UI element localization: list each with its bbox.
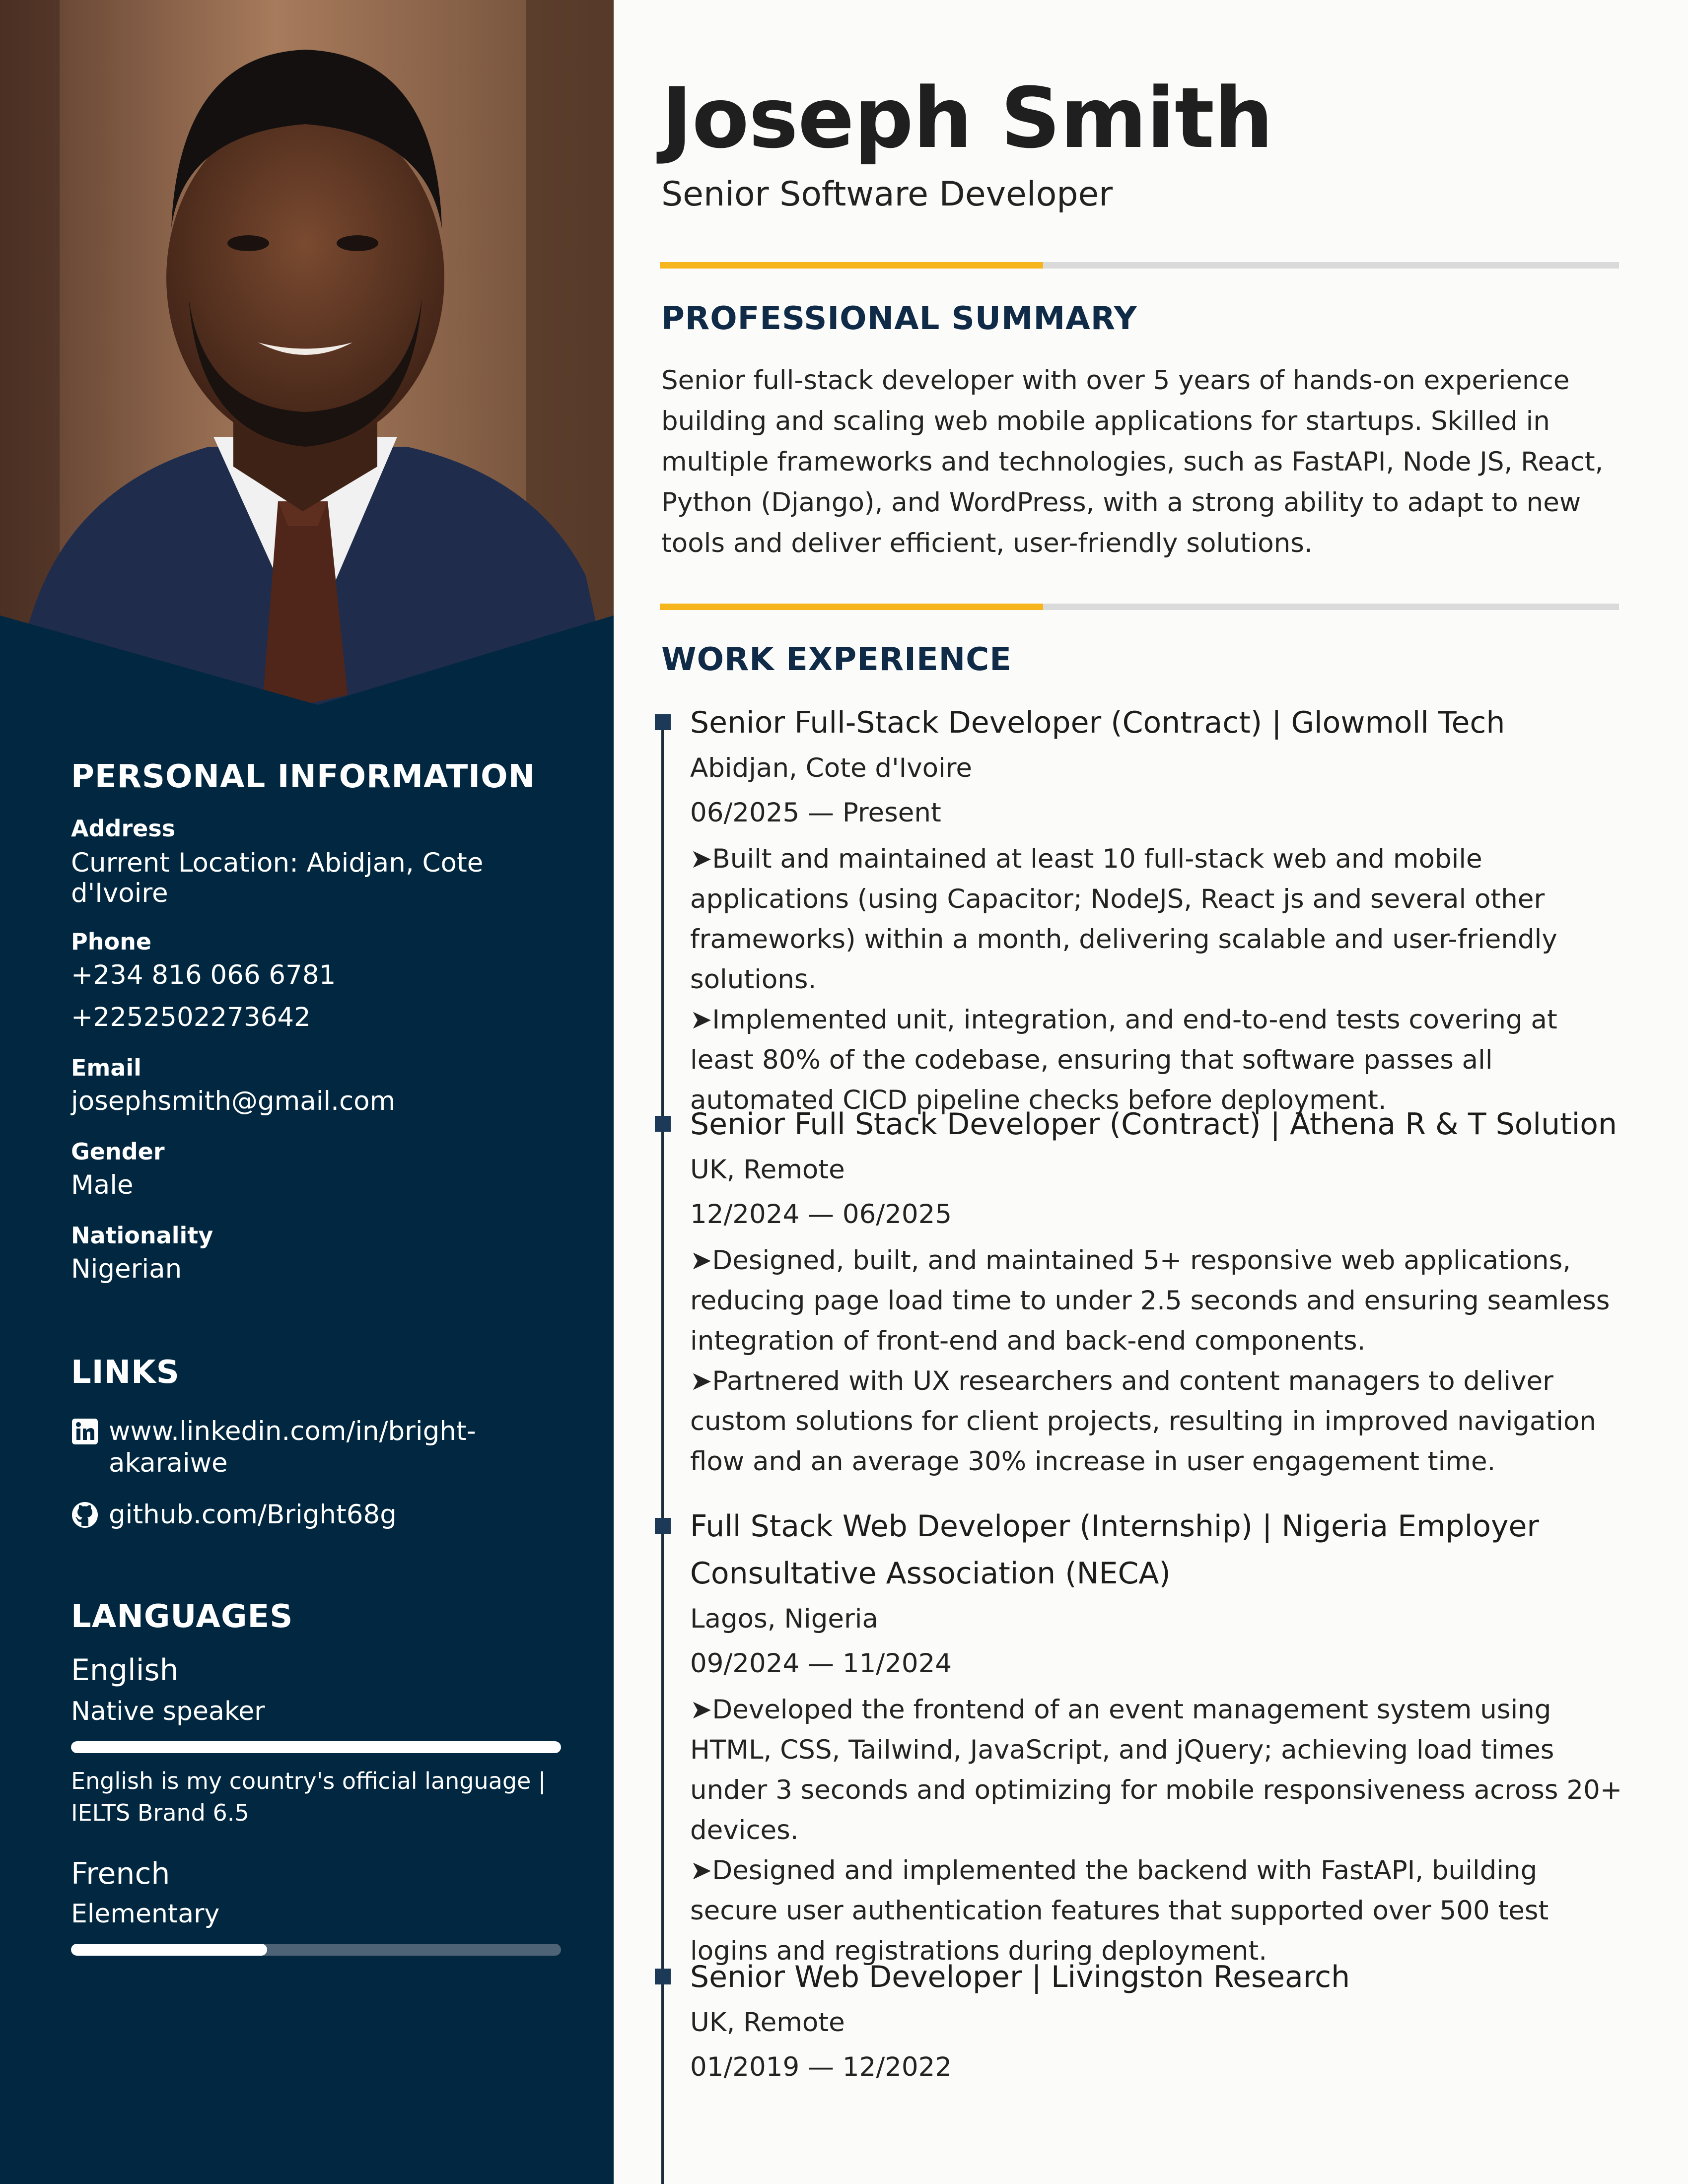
job-location: Lagos, Nigeria xyxy=(690,1604,878,1634)
job-dates: 09/2024 — 11/2024 xyxy=(690,1648,952,1679)
field-phone xyxy=(71,928,563,1032)
github-icon xyxy=(71,1501,99,1529)
field-nationality xyxy=(71,1222,563,1284)
job-title: Senior Web Developer | Livingston Research xyxy=(690,1960,1350,1994)
job-entry xyxy=(690,1101,1623,1482)
links-heading: LINKS xyxy=(71,1354,180,1391)
language-proficiency-bar xyxy=(71,1741,561,1753)
field-label: Email xyxy=(71,1054,141,1081)
job-bullet: ➤Implemented unit, integration, and end-to-end tests covering at least 80% of the codebase, ensuring that software passes all automated CICD pipeline checks before deployment. xyxy=(690,1005,1557,1115)
timeline-marker xyxy=(655,714,671,730)
language-name: French xyxy=(71,1856,170,1891)
field-label: Gender xyxy=(71,1138,165,1165)
gender-value: Male xyxy=(71,1170,134,1200)
divider-accent xyxy=(660,262,1043,269)
language-level: Elementary xyxy=(71,1899,220,1929)
field-label: Address xyxy=(71,815,176,842)
timeline-marker xyxy=(655,1518,671,1534)
divider-accent xyxy=(660,604,1043,610)
job-location: UK, Remote xyxy=(690,2007,845,2038)
personal-info-section xyxy=(71,758,563,1284)
job-title: Full Stack Web Developer (Internship) | Nigeria Employer Consultative Association (NECA) xyxy=(690,1509,1540,1591)
job-location: Abidjan, Cote d'Ivoire xyxy=(690,753,973,783)
nationality-value: Nigerian xyxy=(71,1254,182,1284)
field-label: Nationality xyxy=(71,1222,213,1249)
job-bullets xyxy=(690,1690,1623,1971)
job-bullets xyxy=(690,1240,1623,1482)
language-item xyxy=(71,1856,563,1956)
job-title: Senior Full-Stack Developer (Contract) | Glowmoll Tech xyxy=(690,705,1505,740)
phone-value[interactable]: +234 816 066 6781 xyxy=(71,960,336,990)
section-divider xyxy=(660,604,1619,610)
email-value[interactable]: josephsmith@gmail.com xyxy=(71,1086,396,1116)
languages-section xyxy=(71,1598,563,1956)
linkedin-icon xyxy=(71,1418,99,1445)
job-entry xyxy=(690,699,1623,1120)
section-divider xyxy=(660,262,1619,269)
field-label: Phone xyxy=(71,928,152,955)
github-link[interactable]: github.com/Bright68g xyxy=(109,1500,397,1530)
language-proficiency-fill xyxy=(71,1741,561,1753)
link-github[interactable] xyxy=(71,1499,563,1531)
job-dates: 12/2024 — 06/2025 xyxy=(690,1199,952,1229)
job-bullet: ➤Partnered with UX researchers and content managers to deliver custom solutions for client projects, resulting in improved navigation flow and an average 30% increase in user engagement time. xyxy=(690,1366,1596,1477)
summary-heading: PROFESSIONAL SUMMARY xyxy=(661,300,1137,337)
summary-text: Senior full-stack developer with over 5 years of hands-on experience building and scaling web mobile applications for startups. Skilled in multiple frameworks and technologies, such as FastAPI, Node JS, React, Python (Django), and WordPress, with a strong ability to adapt to new tools and deliver efficient, user-friendly solutions. xyxy=(661,365,1604,558)
sidebar xyxy=(0,0,614,2184)
job-dates: 01/2019 — 12/2022 xyxy=(690,2052,952,2082)
language-item xyxy=(71,1653,563,1829)
field-gender xyxy=(71,1138,563,1200)
language-proficiency-fill xyxy=(71,1944,267,1956)
job-entry xyxy=(690,1954,1623,2090)
job-bullet: ➤Designed, built, and maintained 5+ responsive web applications, reducing page load time to under 2.5 seconds and ensuring seamless integration of front-end and back-end components. xyxy=(690,1245,1610,1356)
job-title: Senior Full Stack Developer (Contract) | Athena R & T Solution xyxy=(690,1107,1618,1142)
job-dates: 06/2025 — Present xyxy=(690,798,941,828)
job-bullet: ➤Built and maintained at least 10 full-stack web and mobile applications (using Capacitor; NodeJS, React js and several other frameworks) within a month, delivering scalable and user-friendly solutions. xyxy=(690,844,1557,995)
link-linkedin[interactable] xyxy=(71,1416,563,1479)
language-note: English is my country's official language | IELTS Brand 6.5 xyxy=(71,1768,546,1826)
language-name: English xyxy=(71,1653,179,1688)
job-bullet: ➤Designed and implemented the backend with FastAPI, building secure user authentication features that supported over 500 test logins and registrations during deployment. xyxy=(690,1855,1549,1966)
candidate-name: Joseph Smith xyxy=(661,69,1273,167)
language-proficiency-bar xyxy=(71,1944,561,1956)
field-email xyxy=(71,1054,563,1116)
experience-heading: WORK EXPERIENCE xyxy=(661,641,1012,678)
timeline-marker xyxy=(655,1969,671,1984)
job-bullets xyxy=(690,839,1623,1120)
field-address xyxy=(71,815,563,908)
language-level: Native speaker xyxy=(71,1697,265,1726)
links-section xyxy=(71,1354,563,1531)
languages-heading: LANGUAGES xyxy=(71,1598,293,1635)
address-value: Current Location: Abidjan, Cote d'Ivoire xyxy=(71,848,484,908)
personal-info-heading: PERSONAL INFORMATION xyxy=(71,758,536,795)
profile-photo xyxy=(0,0,614,705)
timeline-line xyxy=(661,715,664,2184)
candidate-role: Senior Software Developer xyxy=(661,175,1113,214)
linkedin-link[interactable]: www.linkedin.com/in/bright- akaraiwe xyxy=(109,1416,476,1478)
job-entry xyxy=(690,1503,1623,1971)
job-location: UK, Remote xyxy=(690,1155,845,1185)
timeline-marker xyxy=(655,1116,671,1132)
job-bullet: ➤Developed the frontend of an event management system using HTML, CSS, Tailwind, JavaScript, and jQuery; achieving load times under 3 seconds and optimizing for mobile responsiveness across 20+ devices. xyxy=(690,1695,1622,1845)
phone-value[interactable]: +2252502273642 xyxy=(71,1002,311,1032)
